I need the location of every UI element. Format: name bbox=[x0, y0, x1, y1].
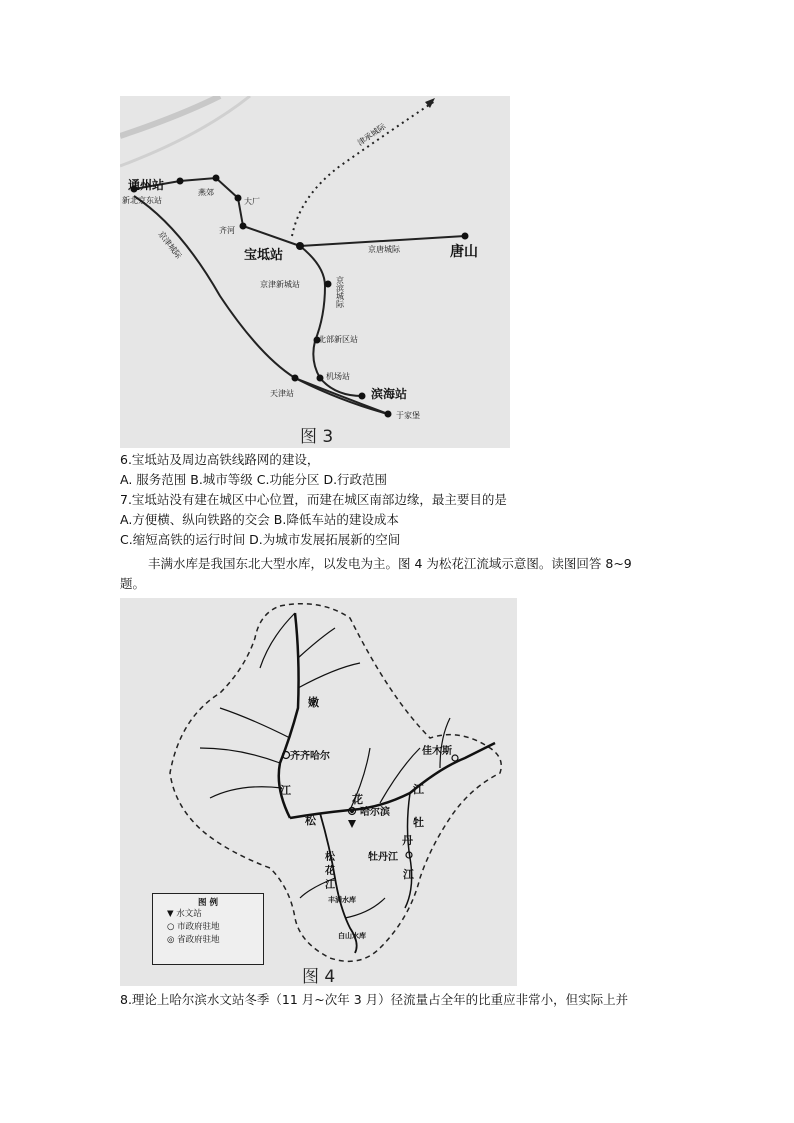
label-song: 松 bbox=[305, 814, 316, 827]
label-dan: 丹 bbox=[402, 834, 413, 847]
question-7-options-2: C.缩短高铁的运行时间 D.为城市发展拓展新的空间 bbox=[120, 532, 401, 547]
city-icon: ○ bbox=[167, 922, 178, 932]
label-s-song: 松 bbox=[325, 852, 335, 863]
station-dot bbox=[292, 375, 299, 382]
label-binhai: 滨海站 bbox=[371, 387, 408, 401]
legend-title: 图 例 bbox=[198, 898, 218, 908]
map-legend bbox=[152, 893, 264, 965]
label-jichang: 机场站 bbox=[326, 372, 350, 381]
hydro-station-icon: ▼ bbox=[167, 909, 177, 919]
label-mu: 牡 bbox=[413, 816, 424, 829]
question-6-options: A. 服务范围 B.城市等级 C.功能分区 D.行政范围 bbox=[120, 472, 388, 487]
figure-4-caption: 图 4 bbox=[302, 967, 336, 986]
figure-4-songhua-basin-map bbox=[120, 598, 517, 986]
station-dot bbox=[385, 411, 392, 418]
station-dot bbox=[296, 242, 304, 250]
label-yujiapu: 于家堡 bbox=[396, 411, 420, 420]
legend-item-capital bbox=[167, 934, 263, 947]
label-tianjin: 天津站 bbox=[270, 389, 294, 398]
label-jiang-1: 江 bbox=[280, 784, 291, 797]
label-nen: 嫩 bbox=[308, 696, 319, 709]
label-s-hua: 花 bbox=[325, 866, 335, 877]
station-dot bbox=[317, 375, 324, 382]
legend-item-hydro bbox=[167, 908, 263, 921]
label-mudanjiang: 牡丹江 bbox=[368, 852, 398, 863]
station-dot bbox=[462, 233, 469, 240]
label-jingbin-text: 京滨城际 bbox=[335, 276, 345, 308]
station-dot bbox=[325, 281, 332, 288]
label-s-jiang: 江 bbox=[325, 880, 335, 891]
railway-map-svg bbox=[120, 96, 510, 448]
legend-hydro-label: 水文站 bbox=[176, 909, 202, 919]
label-jingjin-chengji: 京津城际 bbox=[156, 229, 184, 261]
hydro-station-marker bbox=[348, 820, 356, 828]
label-yanjiao: 燕郊 bbox=[198, 188, 214, 197]
label-baishan: 白山水库 bbox=[338, 932, 366, 940]
label-xinbeijing: 新北京东站 bbox=[122, 196, 162, 205]
label-harbin: 哈尔滨 bbox=[360, 807, 390, 818]
station-dot bbox=[359, 393, 366, 400]
label-jingjin-xincheng: 京津新城站 bbox=[260, 280, 300, 289]
question-6: 6.宝坻站及周边高铁线路网的建设， bbox=[120, 452, 320, 467]
label-fengman: 丰满水库 bbox=[328, 896, 356, 904]
figure-3-railway-map bbox=[120, 96, 510, 448]
label-beibu: 北部新区站 bbox=[318, 335, 358, 344]
label-tongzhou: 通州站 bbox=[128, 178, 165, 192]
label-jingtang: 京唐城际 bbox=[368, 245, 400, 254]
label-dachang: 大厂 bbox=[244, 197, 260, 206]
label-jinchengfang: 津承城际 bbox=[355, 121, 388, 148]
intro-paragraph: 丰满水库是我国东北大型水库，以发电为主。图 4 为松花江流域示意图。读图回答 8~9 题。 bbox=[120, 556, 632, 591]
label-jiang-2: 江 bbox=[413, 783, 424, 796]
label-jingbin bbox=[335, 275, 345, 308]
label-jiang-3: 江 bbox=[403, 868, 414, 881]
question-7: 7.宝坻站没有建在城区中心位置，而建在城区南部边缘，最主要目的是 bbox=[120, 492, 507, 507]
label-jiamusi: 佳木斯 bbox=[422, 746, 452, 757]
label-qiqihar: 齐齐哈尔 bbox=[290, 751, 330, 762]
legend-city-label: 市政府驻地 bbox=[177, 922, 220, 932]
question-7-options-1: A.方便横、纵向铁路的交会 B.降低车站的建设成本 bbox=[120, 512, 399, 527]
label-tangshan: 唐山 bbox=[450, 244, 478, 260]
legend-capital-label: 省政府驻地 bbox=[177, 935, 220, 945]
legend-item-city bbox=[167, 921, 263, 934]
label-hua: 花 bbox=[352, 793, 363, 806]
figure-3-caption: 图 3 bbox=[300, 427, 334, 447]
station-dot bbox=[177, 178, 184, 185]
question-8: 8.理论上哈尔滨水文站冬季（11 月~次年 3 月）径流量占全年的比重应非常小，但实际上并 bbox=[120, 992, 629, 1007]
station-dot bbox=[240, 223, 247, 230]
label-qihe: 齐河 bbox=[219, 226, 235, 235]
station-dot bbox=[213, 175, 220, 182]
capital-icon: ◎ bbox=[167, 935, 178, 945]
station-dot bbox=[235, 195, 242, 202]
label-baodi: 宝坻站 bbox=[244, 248, 284, 263]
city-marker-jiamusi bbox=[452, 755, 458, 761]
